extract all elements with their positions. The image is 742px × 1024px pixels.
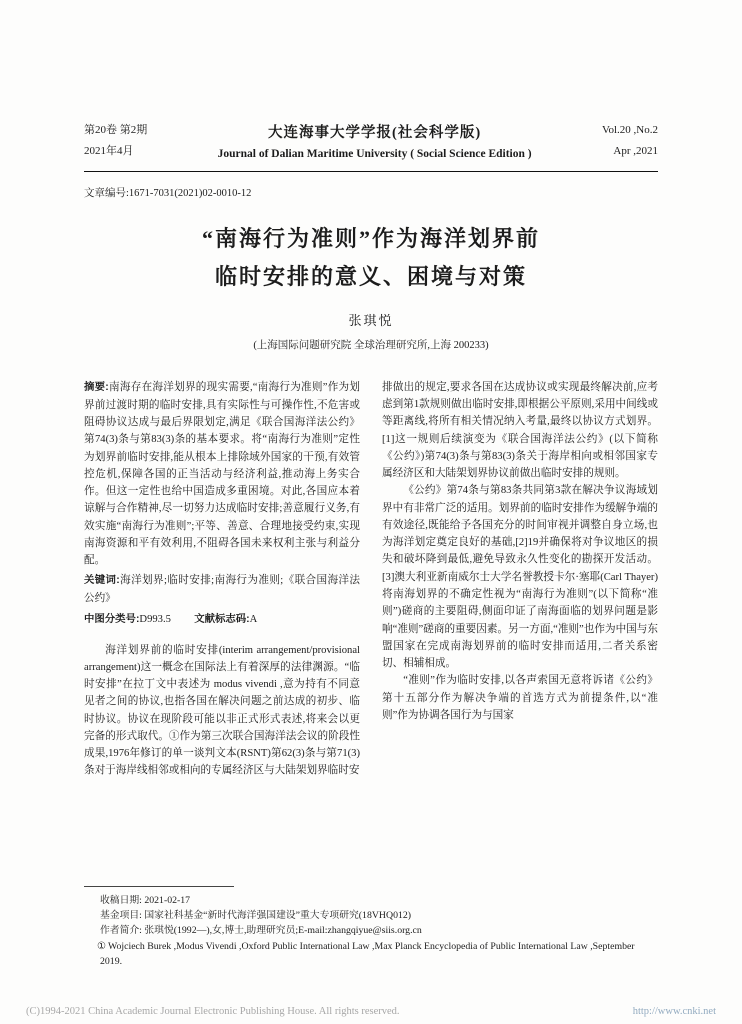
doccode-label: 文献标志码: [194, 613, 250, 625]
body-paragraph: “准则”作为临时安排,以各声索国无意将诉诸《公约》第十五部分作为解决争端的首选方式为前提条件,以“准则”作为协调各国行为与国家 [382, 675, 658, 721]
journal-volume-info [602, 120, 658, 162]
author-affiliation: (上海国际问题研究院 全球治理研究所,上海 200233) [253, 339, 489, 351]
clc-label: 中图分类号: [84, 613, 140, 625]
body-columns [84, 379, 658, 877]
doccode-value: A [249, 613, 258, 625]
footnote-1: ① Wojciech Burek ,Modus Vivendi ,Oxford Public International Law ,Max Planck Encyclopedia of Public International Law ,September 2019. [97, 940, 635, 967]
keywords-text: 海洋划界;临时安排;南海行为准则;《联合国海洋法公约》 [84, 575, 360, 605]
header-rule [84, 171, 658, 172]
keywords [84, 572, 360, 607]
clc-line [84, 611, 360, 629]
copyright-bar [26, 1006, 716, 1017]
received-date: 收稿日期: 2021-02-17 [100, 895, 191, 906]
journal-title-block [218, 121, 532, 160]
right-column [382, 379, 658, 877]
clc-value: D993.5 [139, 613, 171, 625]
copyright-text: (C)1994-2021 China Academic Journal Electronic Publishing House. All rights reserved. [26, 1006, 400, 1017]
author-bio: 作者简介: 张琪悦(1992—),女,博士,助理研究员;E-mail:zhangqiyue@siis.org.cn [100, 925, 422, 937]
body-paragraph: 《公约》第74条与第83条共同第3款在解决争议海域划界中有非常广泛的适用。划界前的临时安排作为缓解争端的有效途径,既能给予各国充分的时间审视并调整自身立场,也为海洋划定奠定良好的基础,[2]19并确保将对争议地区的损失和破坏降到最低,避免导致永久性变化的勘探开发活动。[3]澳大利亚新南威尔士大学名誉教授卡尔·塞耶(Carl Thayer)将南海划界的不确定性视为“南海行为准则”(以下简称“准则”)磋商的主要阻碍,侧面印证了南海面临的划界问题是影响“准则”磋商的重要因素。另一方面,“准则”也作为中国与东盟国家在完成南海划界前的临时安排而适用,二者关系密切、相辅相成。 [382, 485, 658, 670]
issue-volume-line: 第20卷 第2期 [84, 124, 148, 136]
footnote-block [84, 886, 658, 969]
journal-header [84, 120, 658, 162]
footnote-rule [84, 886, 234, 887]
issue-date-line: 2021年4月 [84, 144, 134, 157]
paper-title [84, 220, 658, 297]
volume-number-line: Vol.20 ,No.2 [601, 124, 658, 136]
author-name: 张琪悦 [348, 312, 394, 328]
journal-title-en: Journal of Dalian Maritime University ( Social Science Edition ) [217, 148, 532, 161]
left-column [84, 379, 360, 877]
cnki-url: http://www.cnki.net [632, 1006, 716, 1017]
paper-title-line1: “南海行为准则”作为海洋划界前 [201, 225, 540, 251]
journal-issue-info [84, 120, 147, 162]
abstract-text: 南海存在海洋划界的现实需要,“南海行为准则”作为划界前过渡时期的临时安排,具有实际性与可操作性,不危害或阻碍协议达成与最后界限划定,满足《联合国海洋法公约》第74(3)条与第83(3)条的基本要求。将“南海行为准则”定性为划界前临时安排,能从根本上排除域外国家的干预,有效管控危机,保障各国的正当活动与经济利益,推动海上务实合作。但这一定性也给中国造成多重困境。对此,各国应本着谅解与合作精神,尽一切努力达成临时安排;善意履行义务,有效实施“南海行为准则”;平等、善意、合理地接受约束,实现南海资源和平有效利用,不阻碍各国未来权利主张与利益分配。 [84, 381, 360, 567]
abstract [84, 379, 360, 570]
article-number: 文章编号:1671-7031(2021)02-0010-12 [84, 187, 252, 199]
body-paragraph: 海洋划界前的临时安排(interim arrangement/provisional arrangement)这一概念在国际法上有着深厚的法律渊源。“临时安排”在拉丁文中表述为 modus vivendi ,意为持有不同意见者之间的协议,也指各国在解决问题之前达成的初步、临时协议。协议在现阶段可能以非正式形式表述,将来会以更完备的形式取代。①作为第三次联合国海洋法会议的阶段性成果,1976年修订的单一谈判文本(RSNT)第62(3)条与第71(3)条对于海岸线相邻或相向的专属经济区与大陆架划界临时安 [84, 644, 360, 777]
journal-title-cn: 大连海事大学学报(社会科学版) [268, 125, 482, 142]
volume-date-line: Apr ,2021 [613, 144, 658, 157]
body-paragraph: 排做出的规定,要求各国在达成协议或实现最终解决前,应考虑到第1款规则做出临时安排,即根据公平原则,采用中间线或等距离线,将所有相关情况纳入考量,最终以协议方式划界。[1]这一规则后续演变为《联合国海洋法公约》(以下简称《公约》)第74(3)条与第83(3)条关于海岸相向或相邻国家专属经济区和大陆架划界协议前做出临时安排的规则。 [382, 381, 658, 480]
abstract-label: 摘要: [84, 381, 109, 393]
funding-info: 基金项目: 国家社科基金“新时代海洋强国建设”重大专项研究(18VHQ012) [100, 910, 412, 922]
paper-title-line2: 临时安排的意义、困境与对策 [214, 264, 527, 290]
keywords-label: 关键词: [84, 575, 120, 587]
